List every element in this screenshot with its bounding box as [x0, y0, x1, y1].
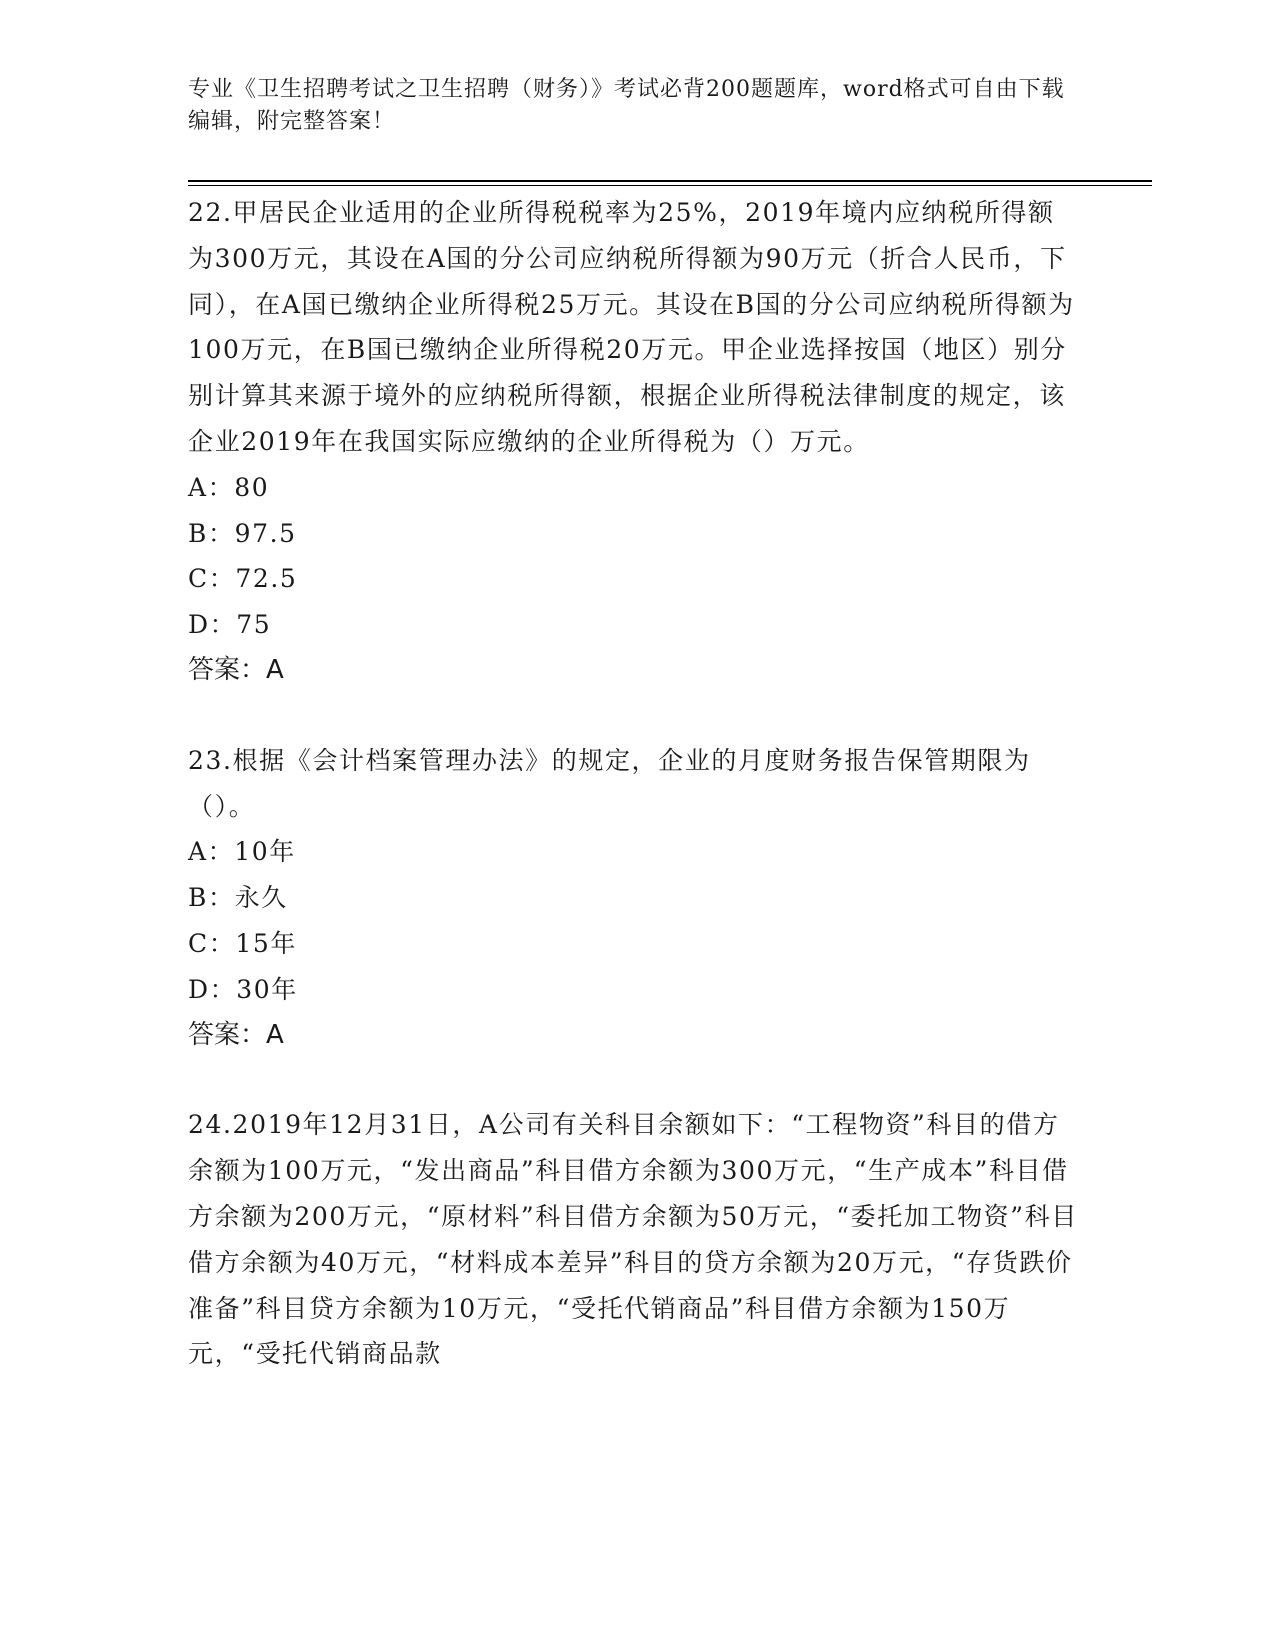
header-divider-thin — [188, 185, 1152, 186]
document-header — [188, 74, 1068, 138]
header-divider-thick — [188, 180, 1152, 182]
question-stem: 24.2019年12月31日，A公司有关科目余额如下：“工程物资”科目的借方余额为100万元，“发出商品”科目借方余额为300万元，“生产成本”科目借方余额为200万元，“原材料”科目借方余额为50万元，“委托加工物资”科目借方余额为40万元，“材料成本差异”科目的贷方余额为20万元，“存货跌价准备”科目贷方余额为10万元，“受托代销商品”科目借方余额为150万元，“受托代销商品款 — [188, 1110, 1078, 1369]
header-text: 专业《卫生招聘考试之卫生招聘（财务）》考试必背200题题库，word格式可自由下载编辑，附完整答案！ — [188, 77, 1065, 134]
option-a: A：10年 — [188, 837, 296, 867]
option-b: B：97.5 — [188, 518, 297, 548]
question-stem: 23.根据《会计档案管理办法》的规定，企业的月度财务报告保管期限为（）。 — [188, 745, 1031, 821]
option-c: C：72.5 — [188, 564, 298, 594]
option-d: D：30年 — [188, 974, 298, 1004]
question-spacer — [188, 1058, 1088, 1102]
option-b: B：永久 — [188, 883, 288, 913]
answer-label: 答案：A — [188, 654, 284, 685]
answer-label: 答案：A — [188, 1019, 284, 1050]
option-c: C：15年 — [188, 928, 297, 958]
question-22 — [188, 190, 1088, 694]
option-a: A：80 — [188, 472, 270, 502]
question-24 — [188, 1102, 1088, 1377]
question-stem: 22.甲居民企业适用的企业所得税税率为25%，2019年境内应纳税所得额为300万元，其设在A国的分公司应纳税所得额为90万元（折合人民币，下同），在A国已缴纳企业所得税25万元。其设在B国的分公司应纳税所得额为100万元，在B国已缴纳企业所得税20万元。甲企业选择按国（地区）别分别计算其来源于境外的应纳税所得额，根据企业所得税法律制度的规定，该企业2019年在我国实际应缴纳的企业所得税为（）万元。 — [188, 198, 1075, 456]
question-23 — [188, 738, 1088, 1059]
question-spacer — [188, 694, 1088, 738]
question-list — [188, 190, 1088, 1377]
option-d: D：75 — [188, 610, 272, 640]
